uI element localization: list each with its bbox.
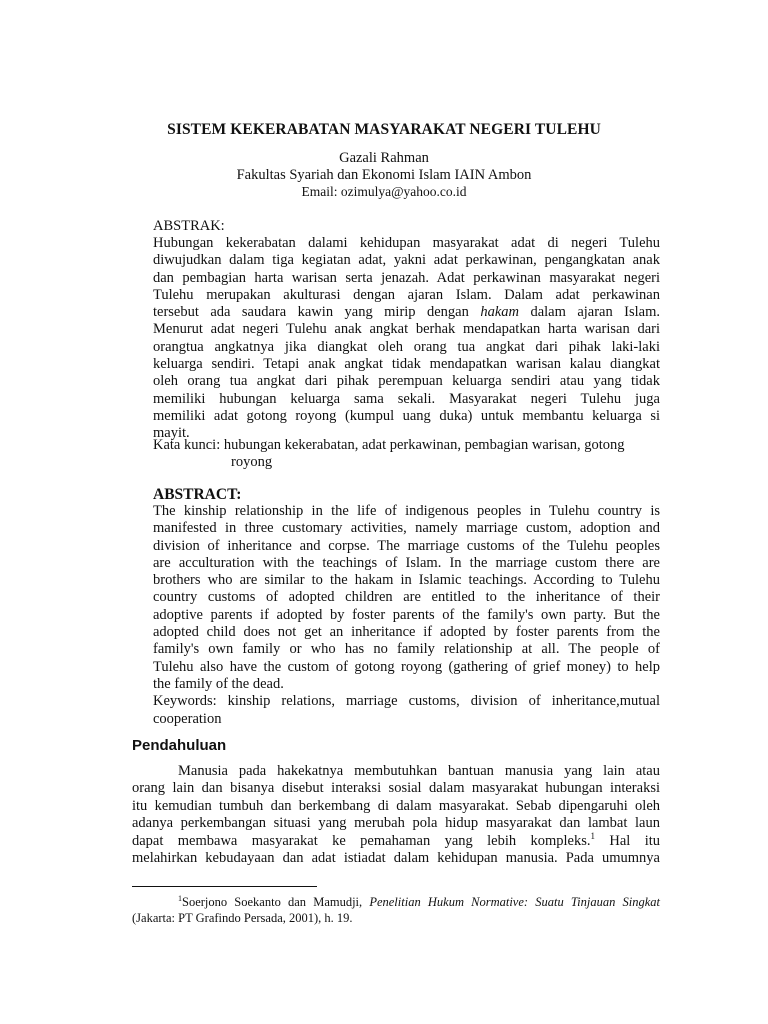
paragraph-line: adanya perkembangan situasi yang merubah pola hidup masyarakat dan lambat laun	[132, 815, 660, 832]
abstrak-line: mayit.	[153, 425, 190, 442]
abstract-keywords: Keywords: kinship relations, marriage customs, division of inheritance,mutual	[153, 693, 660, 710]
abstrak-line: Hubungan kekerabatan dalami kehidupan masyarakat adat di negeri Tulehu	[153, 235, 660, 251]
paragraph-line: melahirkan kebudayaan dan adat istiadat dalam kehidupan manusia. Pada umumnya	[132, 850, 660, 867]
footnote-text: Soerjono Soekanto dan Mamudji,	[182, 895, 370, 909]
footnote-line	[132, 894, 660, 910]
abstrak-body	[153, 235, 660, 443]
abstract-line: are acculturation with the teachings of Islam. In the marriage custom there are	[153, 554, 660, 571]
abstract-line: adopted child does not get an inheritance if adopted by foster parents from the	[153, 624, 660, 641]
abstrak-line: dan pembagian harta warisan serta jenazah. Adat perkawinan masyarakat negeri	[153, 269, 660, 286]
abstract-line: manifested in three customary activities, namely marriage custom, adoption and	[153, 520, 660, 537]
abstract-heading: ABSTRACT:	[153, 486, 242, 503]
paragraph-line: orang lain dan bisanya disebut interaksi sosial dalam masyarakat hubungan interaksi	[132, 780, 660, 797]
paragraph-text: Hal itu	[595, 832, 660, 849]
abstract-line: adoptive parents if adopted by foster parents of the family's own party. But the	[153, 606, 660, 623]
abstrak-line: Menurut adat negeri Tulehu anak angkat berhak mendapatkan harta warisan dari	[153, 321, 660, 338]
section-heading: Pendahuluan	[132, 737, 227, 754]
paragraph-line: itu kemudian tumbuh dan berkembang di dalam masyarakat. Sebab dipengaruhi oleh	[132, 797, 660, 814]
kata-kunci-continued: royong	[231, 454, 273, 470]
abstract-line: the family of the dead.	[153, 675, 284, 692]
author-email: Email: ozimulya@yahoo.co.id	[301, 184, 467, 199]
abstrak-italic-term: hakam	[480, 304, 519, 321]
author-affiliation: Fakultas Syariah dan Ekonomi Islam IAIN Ambon	[236, 167, 532, 183]
abstract-body	[153, 503, 660, 728]
abstract-line: division of inheritance and corpse. The marriage customs of the Tulehu peoples	[153, 537, 660, 554]
abstrak-line: memiliki adat gotong royong (kumpul uang duka) untuk membantu keluarga si	[153, 407, 660, 424]
abstract-line: Tulehu also have the custom of gotong royong (gathering of grief money) to help	[153, 658, 660, 675]
abstract-line: brothers who are similar to the hakam in Islamic teachings. According to Tulehu	[153, 572, 660, 589]
abstrak-line: keluarga sendiri. Tetapi anak angkat tidak mendapatkan warisan kalau diangkat	[153, 356, 660, 373]
paragraph-line: Manusia pada hakekatnya membutuhkan bantuan manusia yang lain atau	[178, 763, 660, 779]
footnote-divider	[132, 886, 317, 887]
footnote-line: (Jakarta: PT Grafindo Persada, 2001), h. 19.	[132, 911, 353, 925]
paragraph-text: dapat membawa masyarakat ke pemahaman yang lebih kompleks.	[132, 832, 591, 849]
abstract-line: The kinship relationship in the life of indigenous peoples in Tulehu country is	[153, 503, 660, 519]
abstrak-heading: ABSTRAK:	[153, 218, 225, 234]
paragraph-line-footnote-ref	[132, 830, 660, 850]
introduction-paragraph	[132, 763, 660, 867]
author-name: Gazali Rahman	[339, 150, 429, 166]
footnote-number: 1	[178, 894, 182, 903]
abstrak-line: orangtua angkatnya jika diangkat oleh orang tua angkat dari pihak laki-laki	[153, 338, 660, 355]
footnote-reference[interactable]: 1	[590, 830, 596, 841]
paper-title: SISTEM KEKERABATAN MASYARAKAT NEGERI TULEHU	[167, 121, 601, 138]
abstract-keywords-continued: cooperation	[153, 710, 222, 727]
abstrak-line: diwujudkan dalam tiga kegiatan adat, yakni adat perkawinan, pengangkatan anak	[153, 252, 660, 269]
footnote-italic-title: Penelitian Hukum Normative: Suatu Tinjauan Singkat	[369, 895, 660, 909]
abstract-line: family's own family or who has no family relationship at all. The people of	[153, 641, 660, 658]
kata-kunci: Kata kunci: hubungan kekerabatan, adat perkawinan, pembagian warisan, gotong	[153, 437, 625, 453]
abstrak-line: Tulehu merupakan akulturasi dengan ajaran Islam. Dalam adat perkawinan	[153, 286, 660, 303]
abstract-line: country customs of adopted children are entitled to the inheritance of their	[153, 589, 660, 606]
abstrak-line-hakam	[153, 304, 660, 321]
abstrak-line: memiliki hubungan keluarga sama sekali. Masyarakat negeri Tulehu juga	[153, 390, 660, 407]
abstrak-text: dalam ajaran Islam.	[530, 304, 661, 321]
footnote	[132, 894, 660, 926]
abstrak-text: tersebut ada saudara kawin yang mirip dengan	[153, 304, 469, 321]
abstrak-line: oleh orang tua angkat dari pihak perempuan keluarga sendiri atau yang tidak	[153, 373, 660, 390]
